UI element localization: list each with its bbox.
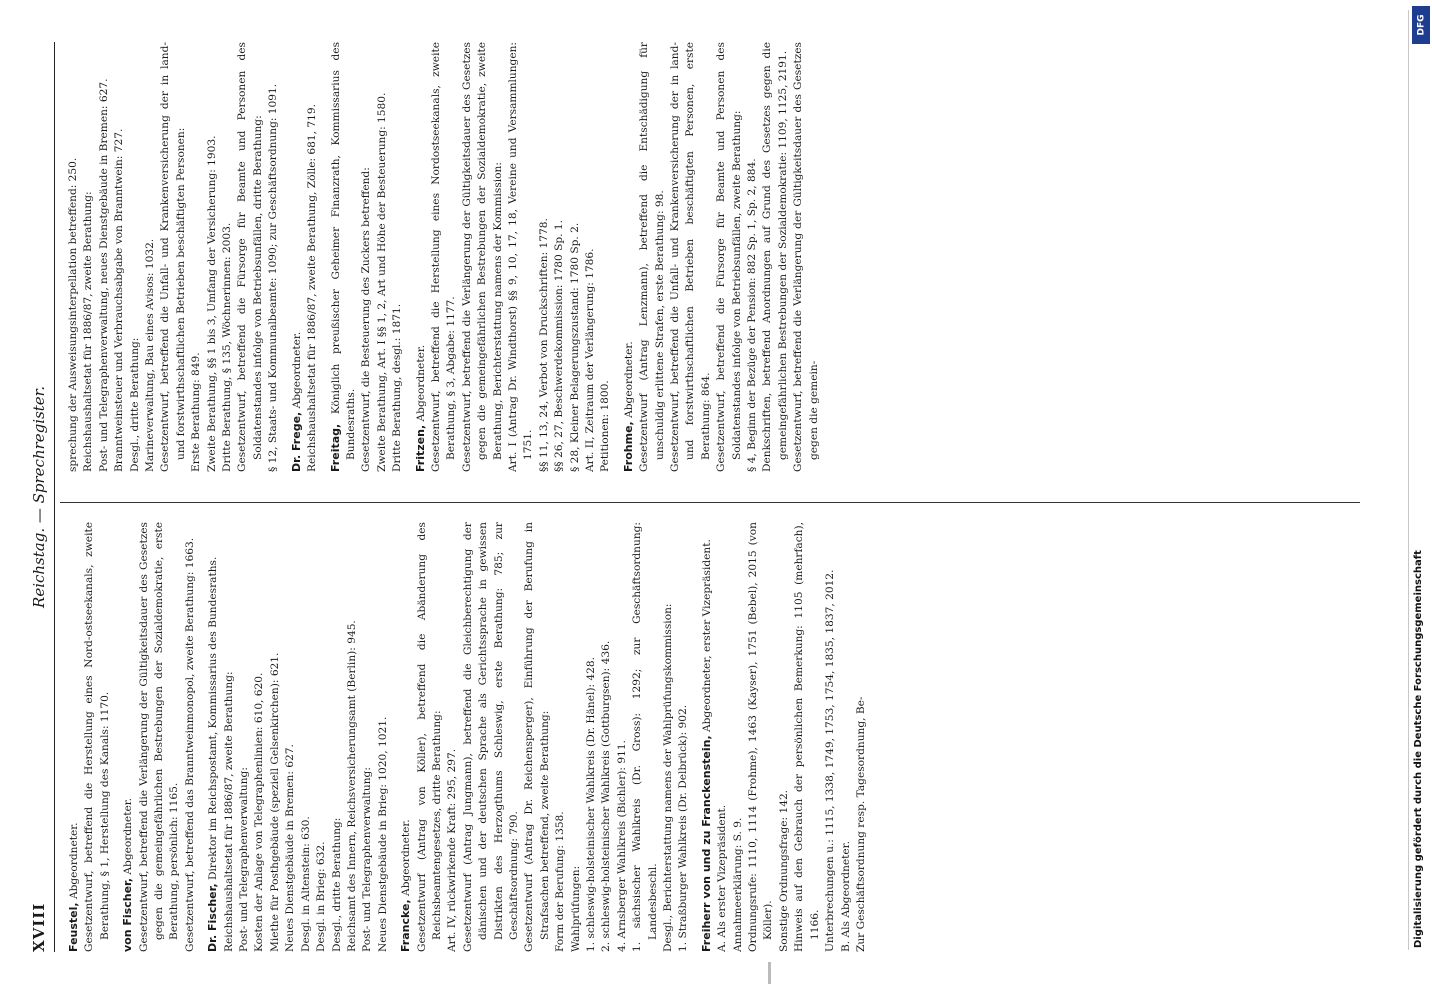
entry-line <box>189 42 204 472</box>
entry-text: Gesetzentwurf (Antrag Jungmann), betreffend die Gleichberechtigung der dänischen und der deutschen Sprache als Gerichtssprache in gewissen Distrikten des Herzogthums Schleswig, erste Berathung: 785; zur Geschäftsordnung: 790. <box>461 522 520 952</box>
entry-text: Gesetzentwurf, betreffend die Fürsorge für Beamte und Personen des Soldatenstandes infolge von Betriebsunfällen, zweite Berathung: <box>715 42 743 472</box>
entry-text: Gesetzentwurf, betreffend die Verlängerung der Gültigkeitsdauer des Gesetzes gegen die gemeingefährlichen Bestrebungen der Sozialdemokratie, zweite Berathung, Berichterstattung namens der Kommission: <box>460 42 504 472</box>
entry-line <box>615 522 630 952</box>
entry-line <box>158 42 189 472</box>
entry-line <box>314 522 329 952</box>
entry-text: Abgeordneter. <box>622 341 635 418</box>
entry-first-line <box>66 42 81 472</box>
entry-line <box>283 522 298 952</box>
entry-line <box>583 42 598 472</box>
entry-line <box>266 42 281 472</box>
entry-text: Post- und Telegraphenverwaltung: <box>238 767 251 952</box>
entry-text: Kosten der Anlage von Telegraphenlinien: 610, 620. <box>253 672 266 952</box>
entry-text: Desgl., dritte Berathung: <box>330 817 343 952</box>
header-rule <box>54 42 55 952</box>
entry-first-line <box>328 42 360 472</box>
entry-line <box>97 42 112 472</box>
entry-line <box>854 522 869 952</box>
entry-text: B. Als Abgeordneter. <box>839 841 852 952</box>
register-entry <box>120 522 198 952</box>
entry-text: Branntweinsteuer und Verbrauchsabgabe von Branntwein: 727. <box>113 128 126 472</box>
entry-text: Gesetzentwurf, betreffend die Fürsorge für Beamte und Personen des Soldatenstandes infolge von Betriebsunfällen, dritte Berathung: <box>236 42 264 472</box>
entry-name: Feustel, <box>67 902 80 952</box>
entry-text: 1. sächsischer Wahlkreis (Dr. Gross): 1292; zur Geschäftsordnung: Landesbeschl. <box>631 522 659 952</box>
entry-text: Abgeordneter. <box>414 344 427 422</box>
entry-text: Direktor im Reichspostamt, Kommissarius des Bundesraths. <box>207 556 220 880</box>
register-entry <box>66 42 282 472</box>
entry-line <box>305 42 320 472</box>
entry-line <box>390 42 405 472</box>
entry-text: 1. schleswig-holsteinischer Wahlkreis (Dr. Hänel): 428. <box>585 656 597 952</box>
entry-line <box>661 522 676 952</box>
entry-text: sprechung der Ausweisungsinterpellation betreffend: 250. <box>67 157 79 472</box>
entry-line <box>598 42 613 472</box>
entry-text: 2. schleswig-holsteinischer Wahlkreis (Gottburgsen): 436. <box>600 640 613 952</box>
entry-first-line <box>289 42 305 472</box>
entry-text: Königlich preußischer Geheimer Finanzrath, Kommissarius des Bundesraths. <box>329 42 357 460</box>
entry-text: Abgeordneter. <box>290 331 303 409</box>
register-entry <box>699 522 869 952</box>
entry-line <box>252 522 267 952</box>
entry-line <box>823 522 838 952</box>
entry-first-line <box>699 522 715 952</box>
entry-text: Form der Berufung: 1358. <box>554 811 567 952</box>
entry-line <box>360 522 375 952</box>
register-entry <box>328 42 406 472</box>
register-entry <box>621 42 822 472</box>
entry-text: Gesetzentwurf, betreffend die Verlängerung der Gültigkeitsdauer des Gesetzes gegen die gemeingefährlichen Bestrebungen der Sozialdemokratie, erste Berathung, persönlich: 1165. <box>137 522 181 952</box>
entry-text: Gesetzentwurf, betreffend die Unfall- und Krankenversicherung der in land- und forstwirthschaftlichen Betrieben beschäftigten Personen: <box>159 42 187 472</box>
entry-name: Dr. Fischer, <box>206 883 220 952</box>
entry-first-line <box>398 522 414 952</box>
entry-text: Gesetzentwurf, betreffend das Branntweinmonopol, zweite Berathung: 1663. <box>183 537 196 952</box>
entry-text: Gesetzentwurf, betreffend die Herstellung eines Nordostseekanals, zweite Berathung, § 3, Abgabe: 1177. <box>429 42 458 472</box>
entry-line <box>445 522 460 952</box>
entry-text: Reichsamt des Innern, Reichsversicherungsamt (Berlin): 945. <box>345 620 358 952</box>
entry-line <box>137 522 183 952</box>
entry-line <box>777 522 792 952</box>
entry-text: 1. Straßburger Wahlkreis (Dr. Delbrück): 902. <box>677 704 690 952</box>
entry-line <box>268 522 283 952</box>
entry-line <box>82 522 113 952</box>
entry-text: Hinweis auf den Gebrauch der persönlichen Bemerkung: 1105 (mehrfach), 1166. <box>793 522 821 952</box>
entry-line <box>345 522 360 952</box>
entry-name: von Fischer, <box>121 877 135 952</box>
entry-text: Zur Geschäftsordnung resp. Tagesordnung, Be- <box>854 696 867 952</box>
entry-name: Fritzen, <box>413 424 427 472</box>
entry-text: Wahlprüfungen: <box>569 865 582 952</box>
entry-line <box>128 42 143 472</box>
entry-text: Art. II, Zeitraum der Verlängerung: 1786. <box>584 248 596 472</box>
dfg-logo <box>1412 6 1430 44</box>
entry-line <box>205 42 220 472</box>
entry-text: Unterbrechungen u.: 1115, 1338, 1749, 1753, 1754, 1835, 1837, 2012. <box>824 569 837 952</box>
entry-text: Abgeordneter. <box>122 798 135 875</box>
entry-text: Abgeordneter. <box>68 822 80 900</box>
entry-line <box>668 42 714 472</box>
entry-first-line <box>413 42 429 472</box>
entry-text: Reichshaushaltsetat für 1886/87, zweite Berathung, Zölle: 681, 719. <box>306 104 319 472</box>
page-number: XVIII <box>30 902 48 952</box>
entry-line <box>637 42 668 472</box>
entry-line <box>506 42 537 472</box>
entry-line <box>537 42 552 472</box>
entry-text: Petitionen: 1800. <box>599 380 612 472</box>
entry-text: § 4, Beginn der Bezüge der Pension: 882 Sp. 1, Sp. 2, 884. <box>746 158 759 472</box>
entry-line <box>630 522 661 952</box>
entry-line <box>569 522 584 952</box>
entry-line <box>522 522 553 952</box>
entry-line <box>235 42 266 472</box>
entry-line <box>220 42 235 472</box>
entry-text: Post- und Telegraphenverwaltung: <box>361 767 374 952</box>
entry-name: Dr. Frege, <box>289 411 303 472</box>
entry-text: Reichshaushaltsetat für 1886/87, zweite Berathung: <box>82 191 95 472</box>
scan-mark <box>768 962 771 984</box>
register-entry <box>398 522 692 952</box>
entry-text: Neues Dienstgebäude in Bremen: 627. <box>284 744 297 952</box>
entry-line <box>460 42 506 472</box>
entry-name: Freitag, <box>328 423 342 472</box>
entry-line <box>429 42 460 472</box>
right-column <box>66 42 1356 472</box>
entry-first-line <box>66 522 82 952</box>
entry-text: §§ 26, 27, Beschwerdekommission: 1780 Sp. 1. <box>553 220 566 472</box>
entry-text: Sonstige Ordnungsfrage: 142. <box>777 789 790 952</box>
entry-line <box>839 522 854 952</box>
entry-line <box>792 522 823 952</box>
entry-line <box>237 522 252 952</box>
entry-line <box>552 42 567 472</box>
entry-line <box>791 42 822 472</box>
running-head <box>30 42 52 952</box>
entry-text: Gesetzentwurf (Antrag Lenzmann), betreffend die Entschädigung für unschuldig erlittene Strafen, erste Berathung: 98. <box>638 42 666 472</box>
entry-text: Gesetzentwurf, betreffend die Unfall- und Krankenversicherung der in land- und forstwirthschaftlichen Betrieben beschäftigten Personen, erste Berathung: 864. <box>669 42 712 472</box>
entry-first-line <box>205 522 221 952</box>
entry-text: Neues Dienstgebäude in Brieg: 1020, 1021. <box>376 716 389 952</box>
entry-line <box>760 42 791 472</box>
entry-line <box>330 522 345 952</box>
entry-line <box>568 42 583 472</box>
entry-text: Desgl. in Brieg: 632. <box>315 841 328 952</box>
page-heading: Reichstag. — Sprechregister. <box>30 386 48 608</box>
entry-line <box>143 42 158 472</box>
entry-line <box>359 42 374 472</box>
entry-line <box>599 522 614 952</box>
entry-line <box>222 522 237 952</box>
entry-text: § 12, Staats- und Kommunalbeamte: 1090; zur Geschäftsordnung: 1091. <box>267 83 280 472</box>
entry-text: Marineverwaltung, Bau eines Avisos: 1032. <box>144 238 157 472</box>
entry-line <box>715 522 730 952</box>
register-entry <box>413 42 614 472</box>
entry-text: § 28, Kleiner Belagerungszustand: 1780 Sp. 2. <box>568 222 581 472</box>
entry-text: Desgl., Berichterstattung namens der Wahlprüfungskommission: <box>662 603 675 952</box>
entry-text: Gesetzentwurf (Antrag Dr. Reichensperger), Einführung der Berufung in Strafsachen betreffend, zweite Berathung: <box>523 522 551 952</box>
entry-line <box>584 522 599 952</box>
entry-text: A. Als erster Vizepräsident. <box>716 804 729 952</box>
entry-name: Francke, <box>399 899 413 952</box>
entry-text: Gesetzentwurf (Antrag von Köller), betreffend die Abänderung des Reichsbeamtengesetzes, dritte Berathung: <box>415 522 443 952</box>
entry-text: Art. IV, rückwirkende Kraft: 295, 297. <box>446 748 459 952</box>
entry-line <box>714 42 745 472</box>
entry-text: Erste Berathung: 849. <box>190 352 203 472</box>
register-entry <box>66 522 113 952</box>
entry-line <box>553 522 568 952</box>
entry-line <box>299 522 314 952</box>
entry-name: Frohme, <box>621 421 635 472</box>
left-column <box>66 522 1356 952</box>
entry-line <box>745 42 760 472</box>
dfg-logo-text: DFG <box>1416 14 1427 36</box>
digitization-notice <box>1413 8 1431 948</box>
entry-text: Gesetzentwurf, betreffend die Verlängerung der Gültigkeitsdauer des Gesetzes gegen die gemein- <box>792 42 820 472</box>
column-divider <box>60 502 1360 503</box>
entry-text: Denkschriften, betreffend Anordnungen auf Grund des Gesetzes gegen die gemeingefährlichen Bestrebungen der Sozialdemokratie: 1109, 1125, 2191. <box>761 42 789 472</box>
entry-first-line <box>120 522 136 952</box>
entry-text: Miethe für Posthgebäude (speziell Gelsenkirchen): 621. <box>268 652 281 952</box>
entry-name: Freiherr von und zu Franckenstein, <box>699 735 713 952</box>
entry-text: Art. I (Antrag Dr. Windthorst) §§ 9, 10, 17, 18, Vereine und Versammlungen: 1751. <box>506 42 535 472</box>
entry-line <box>461 522 523 952</box>
entry-line <box>415 522 446 952</box>
entry-text: Post- und Telegraphenverwaltung, neues Dienstgebäude in Bremen: 627. <box>97 78 110 472</box>
entry-text: Desgl., dritte Berathung: <box>128 337 141 472</box>
binding-edge <box>1408 10 1409 950</box>
entry-line <box>112 42 127 472</box>
entry-line <box>81 42 96 472</box>
entry-line <box>375 42 390 472</box>
entry-line <box>731 522 746 952</box>
entry-text: Gesetzentwurf, betreffend die Herstellung eines Nord-ostseekanals, zweite Berathung, § 1, Herstellung des Kanals: 1170. <box>83 522 111 952</box>
entry-line <box>676 522 691 952</box>
entry-line <box>746 522 777 952</box>
entry-line <box>376 522 391 952</box>
digitization-notice-text: Digitalisierung gefördert durch die Deutsche Forschungsgemeinschaft <box>1413 550 1424 948</box>
entry-text: Dritte Berathung, desgl.: 1871. <box>391 303 404 472</box>
entry-text: Desgl. in Altenstein: 630. <box>299 816 312 952</box>
entry-text: 4. Arnsberger Wahlkreis (Bichler): 911. <box>615 740 628 952</box>
entry-first-line <box>621 42 637 472</box>
entry-line <box>183 522 198 952</box>
entry-text: Zweite Berathung, §§ 1 bis 3, Umfang der Versicherung: 1903. <box>205 135 218 472</box>
entry-text: §§ 11, 13, 24, Verbot von Druckschriften: 1778. <box>537 218 550 472</box>
entry-text: Abgeordneter, erster Vizepräsident. <box>700 539 713 732</box>
register-entry <box>289 42 321 472</box>
entry-text: Gesetzentwurf, die Besteuerung des Zuckers betreffend: <box>360 167 373 472</box>
entry-text: Zweite Berathung, Art. I §§ 1, 2, Art und Höhe der Besteuerung: 1580. <box>375 92 388 472</box>
entry-text: Annahmeerklärung: S. 9. <box>731 817 744 952</box>
entry-text: Reichshaushaltsetat für 1886/87, zweite Berathung: <box>222 671 235 952</box>
entry-text: Ordnungsrufe: 1110, 1114 (Frohme), 1463 (Kayser), 1751 (Bebel), 2015 (von Köller). <box>747 522 775 952</box>
register-entry <box>205 522 391 952</box>
entry-text: Abgeordneter. <box>400 819 413 896</box>
entry-text: Dritte Berathung, § 135, Wöchnerinnen: 2003. <box>221 222 234 472</box>
